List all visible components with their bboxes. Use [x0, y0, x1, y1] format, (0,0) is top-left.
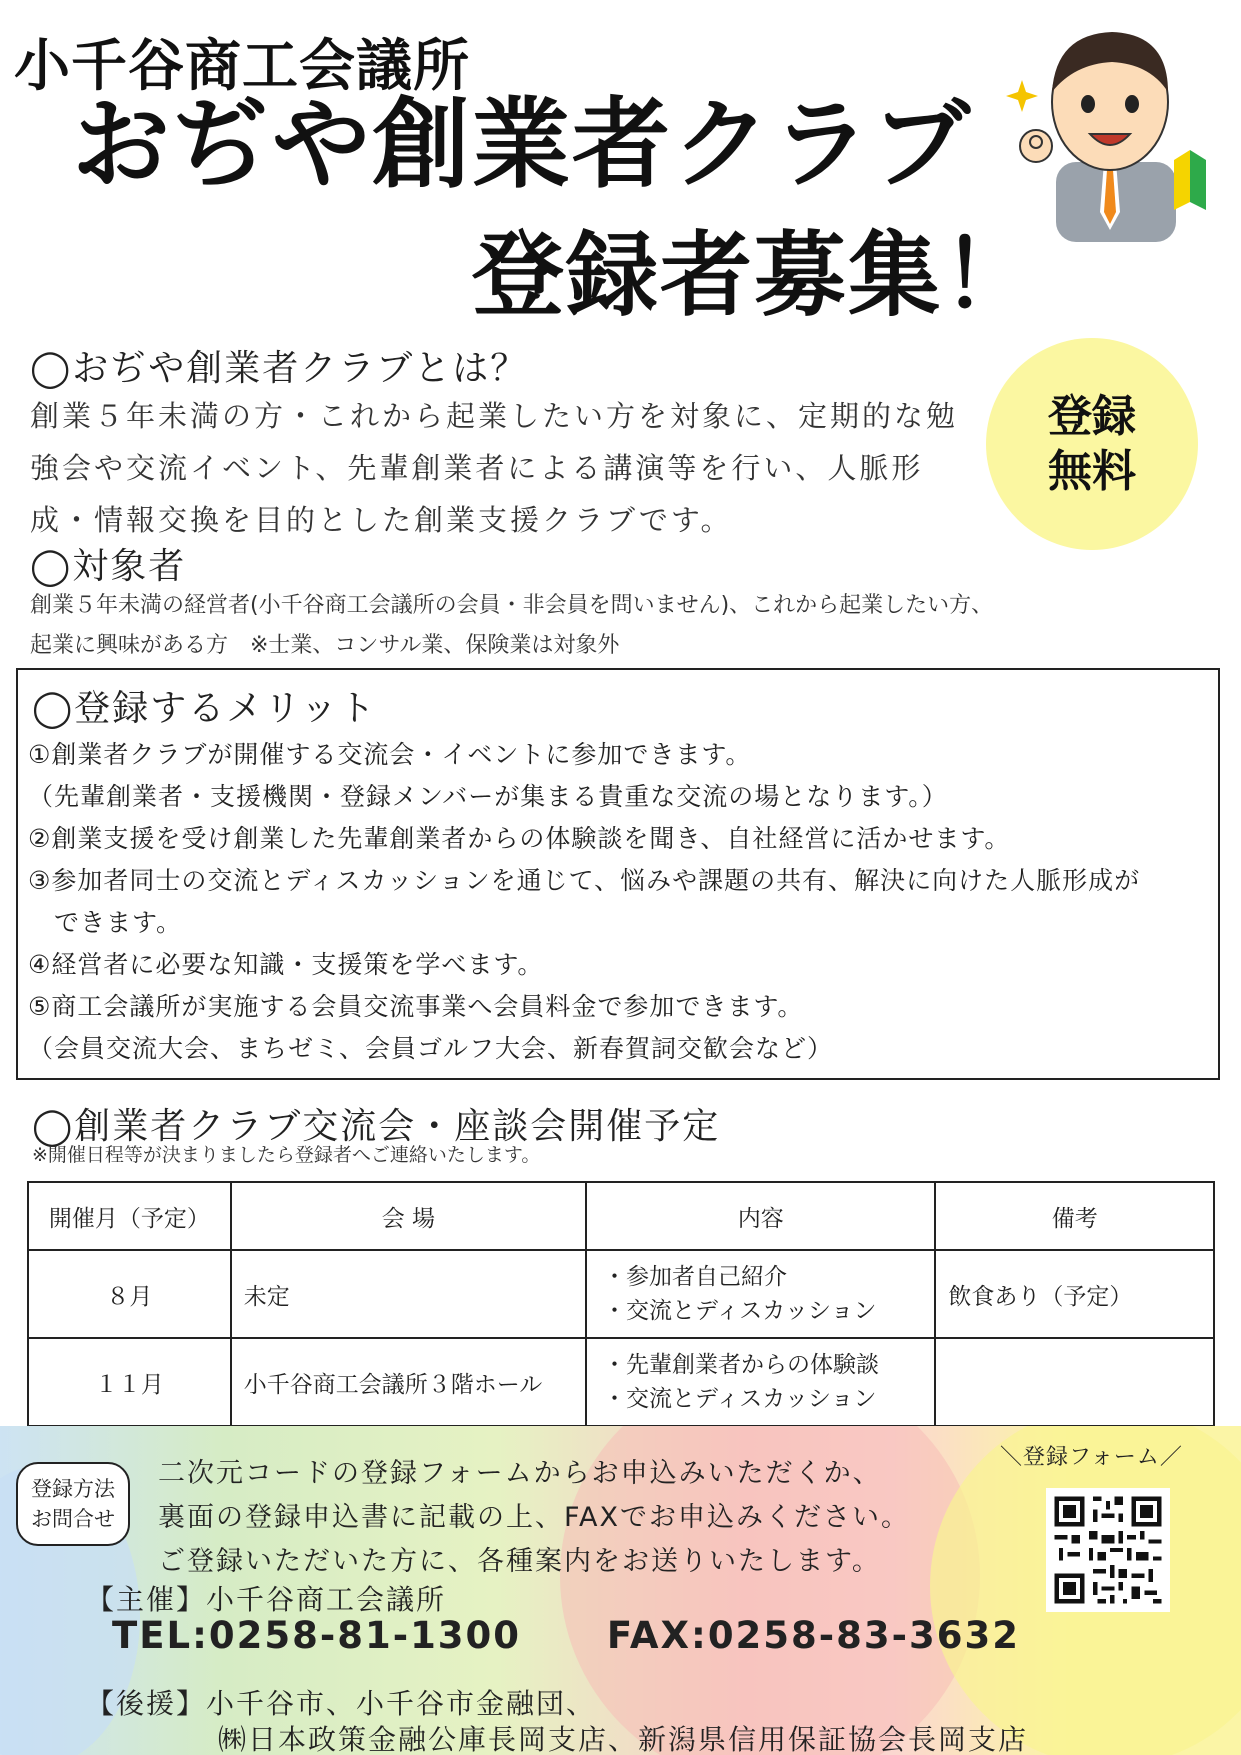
merits-heading: ◯登録するメリット: [32, 688, 377, 729]
target-text: [30, 586, 1210, 666]
merit-item: ③参加者同士の交流とディスカッションを通じて、悩みや課題の共有、解決に向けた人脈形成が: [28, 866, 1141, 895]
venue-cell: 未定: [231, 1250, 586, 1338]
content-cell: [586, 1338, 935, 1426]
merit-item: ②創業支援を受け創業した先輩創業者からの体験談を聞き、自社経営に活かせます。: [28, 824, 1011, 853]
form-label: ＼登録フォーム／: [1000, 1445, 1183, 1470]
merit-item: ⑤商工会議所が実施する会員交流事業へ会員料金で参加できます。: [28, 992, 804, 1021]
supporters-line: 【後援】小千谷市、小千谷市金融団、: [86, 1687, 597, 1720]
sparkle-icon: [1006, 80, 1038, 112]
schedule-note: ※開催日程等が決まりましたら登録者へご連絡いたします。: [32, 1144, 541, 1166]
about-line: 強会や交流イベント、先輩創業者による講演等を行い、人脈形: [30, 451, 924, 485]
merit-item: （会員交流大会、まちゼミ、会員ゴルフ大会、新春賀詞交歓会など）: [28, 1034, 834, 1063]
column-header: 備考: [935, 1182, 1214, 1250]
badge-line1: 登録: [1048, 391, 1136, 442]
about-line: 成・情報交換を目的とした創業支援クラブです。: [30, 503, 733, 537]
apply-line: 裏面の登録申込書に記載の上、FAXでお申込みください。: [158, 1502, 911, 1533]
howto-label: [16, 1462, 130, 1546]
table-header-row: [28, 1182, 1214, 1250]
qr-code-icon[interactable]: [1046, 1488, 1170, 1612]
target-line: 創業５年未満の経営者(小千谷商工会議所の会員・非会員を問いません)、これから起業したい方、: [30, 593, 994, 618]
merit-item: ①創業者クラブが開催する交流会・イベントに参加できます。: [28, 740, 752, 769]
target-heading: ◯対象者: [30, 546, 187, 587]
merits-list: [28, 734, 1218, 1070]
content-line: ・交流とディスカッション: [603, 1386, 877, 1412]
schedule-heading: ◯創業者クラブ交流会・座談会開催予定: [32, 1106, 721, 1147]
target-line: 起業に興味がある方 ※士業、コンサル業、保険業は対象外: [30, 633, 620, 658]
howto-line: お問合せ: [31, 1507, 115, 1531]
schedule-table: [27, 1181, 1215, 1427]
column-header: 開催月（予定）: [28, 1182, 231, 1250]
apply-line: ご登録いただいた方に、各種案内をお送りいたします。: [158, 1546, 881, 1577]
businessman-illustration: [1000, 12, 1220, 242]
about-text: [30, 390, 970, 546]
merit-item: （先輩創業者・支援機関・登録メンバーが集まる貴重な交流の場となります。）: [28, 782, 948, 811]
application-instructions: [158, 1452, 910, 1584]
table-row: [28, 1338, 1214, 1426]
month-cell: ８月: [28, 1250, 231, 1338]
about-line: 創業５年未満の方・これから起業したい方を対象に、定期的な勉: [30, 399, 959, 433]
organizer: 【主催】小千谷商工会議所: [86, 1583, 447, 1616]
apply-line: 二次元コードの登録フォームからお申込みいただくか、: [158, 1458, 882, 1489]
note-cell: [935, 1338, 1214, 1426]
merit-item: できます。: [28, 908, 183, 937]
page-subtitle: 登録者募集！: [472, 222, 1037, 329]
content-line: ・先輩創業者からの体験談: [603, 1352, 880, 1378]
table-row: [28, 1250, 1214, 1338]
content-line: ・交流とディスカッション: [603, 1298, 877, 1324]
note-cell: 飲食あり（予定）: [935, 1250, 1214, 1338]
organization-name: 小千谷商工会議所: [14, 34, 470, 99]
tel-number[interactable]: TEL:0258-81-1300: [112, 1614, 522, 1657]
footer-section: [0, 1426, 1241, 1755]
badge-line2: 無料: [1048, 446, 1136, 497]
page-title: おぢや創業者クラブ: [72, 88, 973, 202]
contact-numbers: [112, 1614, 1020, 1657]
fax-number: FAX:0258-83-3632: [606, 1614, 1020, 1657]
free-registration-badge: [986, 338, 1198, 550]
howto-line: 登録方法: [31, 1477, 115, 1501]
beginner-mark-icon: [1174, 150, 1206, 210]
supporters-line: ㈱日本政策金融公庫長岡支店、新潟県信用保証協会長岡支店: [218, 1723, 1029, 1755]
month-cell: １１月: [28, 1338, 231, 1426]
column-header: 内容: [586, 1182, 935, 1250]
column-header: 会 場: [231, 1182, 586, 1250]
merit-item: ④経営者に必要な知識・支援策を学べます。: [28, 950, 544, 979]
content-line: ・参加者自己紹介: [603, 1264, 788, 1290]
venue-cell: 小千谷商工会議所３階ホール: [231, 1338, 586, 1426]
content-cell: [586, 1250, 935, 1338]
about-heading: ◯おぢや創業者クラブとは？: [30, 348, 529, 389]
